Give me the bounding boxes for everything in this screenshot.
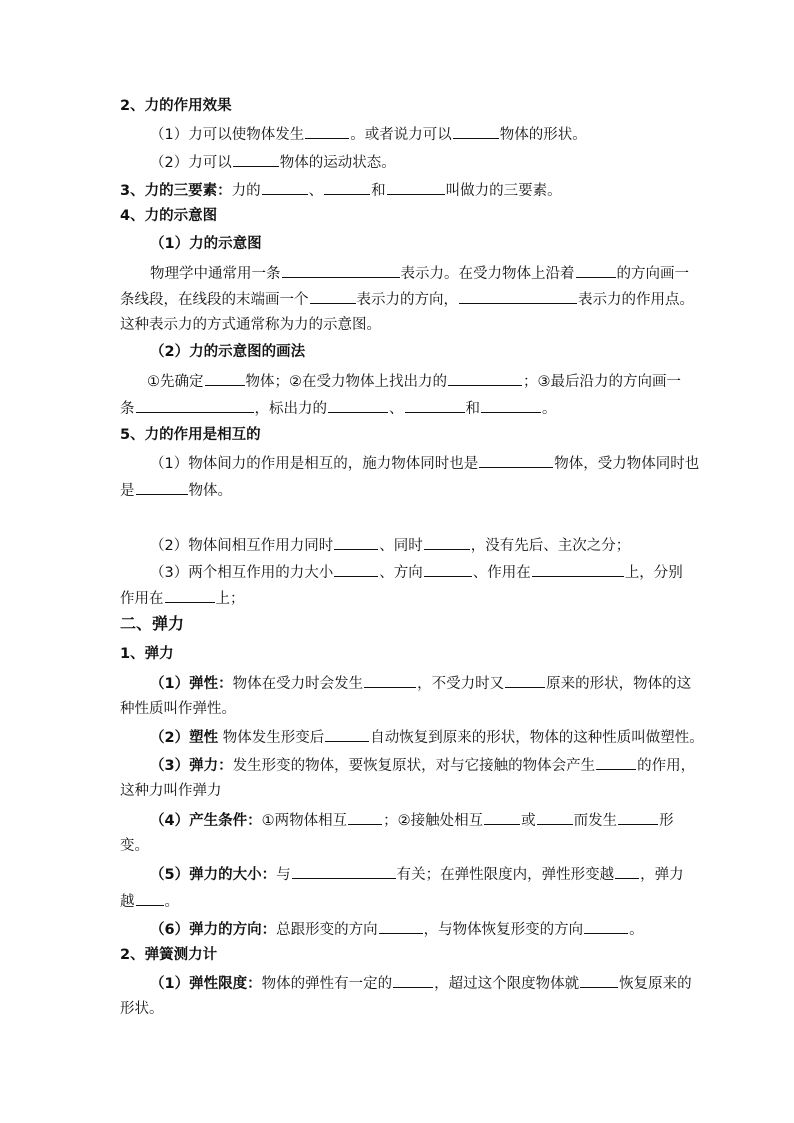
text-segment: 表示力。在受力物体上沿着 <box>400 266 575 282</box>
text-segment: ；③最后沿力的方向画一 <box>523 374 681 390</box>
text-segment: ①先确定 <box>147 374 204 390</box>
text-line <box>150 562 683 582</box>
fill-in-blank <box>379 919 423 934</box>
text-segment: （5）弹力的大小： <box>150 867 277 883</box>
text-segment: （3）两个相互作用的力大小 <box>150 565 334 581</box>
fill-in-blank <box>282 263 400 278</box>
text-line <box>150 535 630 555</box>
fill-in-blank <box>424 562 472 577</box>
text-segment: 物体；②在受力物体上找出力的 <box>245 374 447 390</box>
text-segment: 。 <box>164 894 179 910</box>
text-line <box>120 1000 164 1018</box>
fill-in-blank <box>596 755 636 770</box>
fill-in-blank <box>324 180 370 195</box>
text-line <box>120 289 694 309</box>
text-segment: 。 <box>542 401 557 417</box>
fill-in-blank <box>615 864 639 879</box>
fill-in-blank <box>233 152 279 167</box>
fill-in-blank <box>292 864 396 879</box>
text-line <box>150 343 305 361</box>
text-segment: （2）物体间相互作用力同时 <box>150 538 334 554</box>
text-line <box>150 973 692 993</box>
text-line <box>120 946 217 964</box>
text-segment: （3）弹力： <box>150 758 233 774</box>
text-segment: 叫做力的三要素。 <box>445 183 562 199</box>
text-segment: 总跟形变的方向 <box>276 922 378 938</box>
fill-in-blank <box>453 124 499 139</box>
fill-in-blank <box>328 398 388 413</box>
text-segment: 越 <box>120 894 135 910</box>
text-segment: 物理学中通常用一条 <box>150 266 281 282</box>
text-segment: （2）力的示意图的画法 <box>150 344 306 360</box>
text-segment: 2、弹簧测力计 <box>120 947 218 963</box>
fill-in-blank <box>348 810 382 825</box>
text-segment: 形状。 <box>120 1001 164 1017</box>
text-segment: 物体。 <box>188 483 232 499</box>
text-segment: ，不受力时又 <box>417 676 505 692</box>
fill-in-blank <box>484 810 520 825</box>
fill-in-blank <box>364 673 416 688</box>
fill-in-blank <box>448 371 522 386</box>
text-segment: （1）力的示意图 <box>150 236 262 252</box>
text-segment: 作用在 <box>120 591 164 607</box>
text-line <box>150 263 689 283</box>
fill-in-blank <box>165 588 215 603</box>
fill-in-blank <box>325 727 369 742</box>
fill-in-blank <box>459 289 577 304</box>
fill-in-blank <box>479 453 553 468</box>
text-segment: 物体的形状。 <box>499 127 587 143</box>
text-line <box>120 615 184 633</box>
text-segment: 和 <box>465 401 480 417</box>
text-segment: 和 <box>371 183 386 199</box>
text-line <box>120 782 222 800</box>
text-segment: 条 <box>120 401 135 417</box>
fill-in-blank <box>310 289 356 304</box>
text-segment: 上； <box>215 591 245 607</box>
text-segment: 或 <box>521 813 536 829</box>
text-segment: 这种表示力的方式通常称为力的示意图。 <box>120 317 381 333</box>
text-segment: 原来的形状，物体的这 <box>546 676 692 692</box>
text-segment: 4、力的示意图 <box>120 208 218 224</box>
text-segment: 而发生 <box>573 813 618 829</box>
text-line <box>120 398 557 418</box>
text-segment: （1）弹性： <box>150 676 233 692</box>
text-segment: 上，分别 <box>624 565 683 581</box>
fill-in-blank <box>505 673 545 688</box>
text-segment: 物体的弹性有一定的 <box>261 976 393 992</box>
fill-in-blank <box>580 973 618 988</box>
fill-in-blank <box>576 263 616 278</box>
text-segment: 这种力叫作弹力 <box>120 783 222 799</box>
fill-in-blank <box>537 810 573 825</box>
text-segment: 变。 <box>120 838 149 854</box>
fill-in-blank <box>424 535 470 550</box>
text-line <box>150 919 644 939</box>
text-segment: ，与物体恢复形变的方向 <box>423 922 584 938</box>
text-segment: 力的 <box>231 183 261 199</box>
fill-in-blank <box>481 398 541 413</box>
text-line <box>150 124 587 144</box>
text-segment: 3、力的三要素： <box>120 183 232 199</box>
text-segment: 表示力的作用点。 <box>578 292 694 308</box>
text-segment: ①两物体相互 <box>261 813 348 829</box>
text-segment: 1、弹力 <box>120 646 174 662</box>
text-line <box>150 235 262 253</box>
fill-in-blank <box>305 124 349 139</box>
text-line <box>120 180 562 200</box>
text-segment: 。或者说力可以 <box>350 127 452 143</box>
text-segment: 的作用， <box>637 758 696 774</box>
text-segment: （4）产生条件： <box>150 813 262 829</box>
text-segment: 、 <box>308 183 324 199</box>
text-segment: （6）弹力的方向： <box>150 922 277 938</box>
text-segment: 二、弹力 <box>120 614 185 633</box>
fill-in-blank <box>387 180 445 195</box>
fill-in-blank <box>618 810 658 825</box>
text-segment: 有关；在弹性限度内，弹性形变越 <box>396 867 615 883</box>
text-segment: ，超过这个限度物体就 <box>434 976 580 992</box>
text-line <box>150 864 684 884</box>
text-segment: 。 <box>629 922 644 938</box>
text-segment: 自动恢复到原来的形状，物体的这种性质叫做塑性。 <box>370 730 704 746</box>
text-line <box>150 673 691 693</box>
text-segment: 物体在受力时会发生 <box>232 676 364 692</box>
text-segment: 发生形变的物体，要恢复原状，对与它接触的物体会产生 <box>232 758 596 774</box>
text-line <box>120 207 217 225</box>
text-line <box>147 371 681 391</box>
text-line <box>120 700 236 718</box>
text-segment: ，标出力的 <box>254 401 327 417</box>
text-segment: ，没有先后、主次之分； <box>470 538 631 554</box>
text-line <box>150 727 704 747</box>
text-segment: （1）力可以使物体发生 <box>150 127 305 143</box>
text-segment: 、作用在 <box>472 565 531 581</box>
fill-in-blank <box>205 371 245 386</box>
text-line <box>150 755 695 775</box>
text-segment: 与 <box>276 867 291 883</box>
text-segment: （2）塑性 <box>150 730 219 746</box>
text-segment: （1）物体间力的作用是相互的，施力物体同时也是 <box>150 456 479 472</box>
fill-in-blank <box>262 180 308 195</box>
text-segment: 2、力的作用效果 <box>120 98 232 114</box>
fill-in-blank <box>393 973 433 988</box>
text-segment: 5、力的作用是相互的 <box>120 427 261 443</box>
text-segment: 条线段，在线段的末端画一个 <box>120 292 309 308</box>
text-line <box>120 837 149 855</box>
fill-in-blank <box>584 919 628 934</box>
fill-in-blank <box>136 480 188 495</box>
text-line <box>150 453 699 473</box>
text-segment: 物体，受力物体同时也 <box>554 456 700 472</box>
fill-in-blank <box>334 535 378 550</box>
text-segment: 恢复原来的 <box>619 976 692 992</box>
text-segment: ，弹力 <box>640 867 684 883</box>
fill-in-blank <box>136 891 164 906</box>
text-segment: 种性质叫作弹性。 <box>120 701 236 717</box>
fill-in-blank <box>334 562 378 577</box>
text-line <box>120 316 381 334</box>
text-line <box>120 588 245 608</box>
text-line <box>120 891 179 911</box>
text-segment: 形 <box>659 813 674 829</box>
text-segment: 表示力的方向， <box>356 292 458 308</box>
text-segment: 、 <box>389 401 404 417</box>
text-segment: 物体的运动状态。 <box>279 155 396 171</box>
text-segment: （2）力可以 <box>150 155 232 171</box>
text-segment: 是 <box>120 483 135 499</box>
text-segment: （1）弹性限度： <box>150 976 262 992</box>
text-segment: 的方向画一 <box>616 266 689 282</box>
text-line <box>120 645 174 663</box>
text-segment: 物体发生形变后 <box>218 730 325 746</box>
fill-in-blank <box>136 398 254 413</box>
fill-in-blank <box>532 562 624 577</box>
text-line <box>150 152 396 172</box>
text-line <box>120 426 261 444</box>
fill-in-blank <box>405 398 465 413</box>
text-segment: 、方向 <box>379 565 423 581</box>
text-line <box>120 480 232 500</box>
text-line <box>120 97 232 115</box>
text-segment: 、同时 <box>379 538 423 554</box>
text-line <box>150 810 674 830</box>
text-segment: ；②接触处相互 <box>383 813 484 829</box>
